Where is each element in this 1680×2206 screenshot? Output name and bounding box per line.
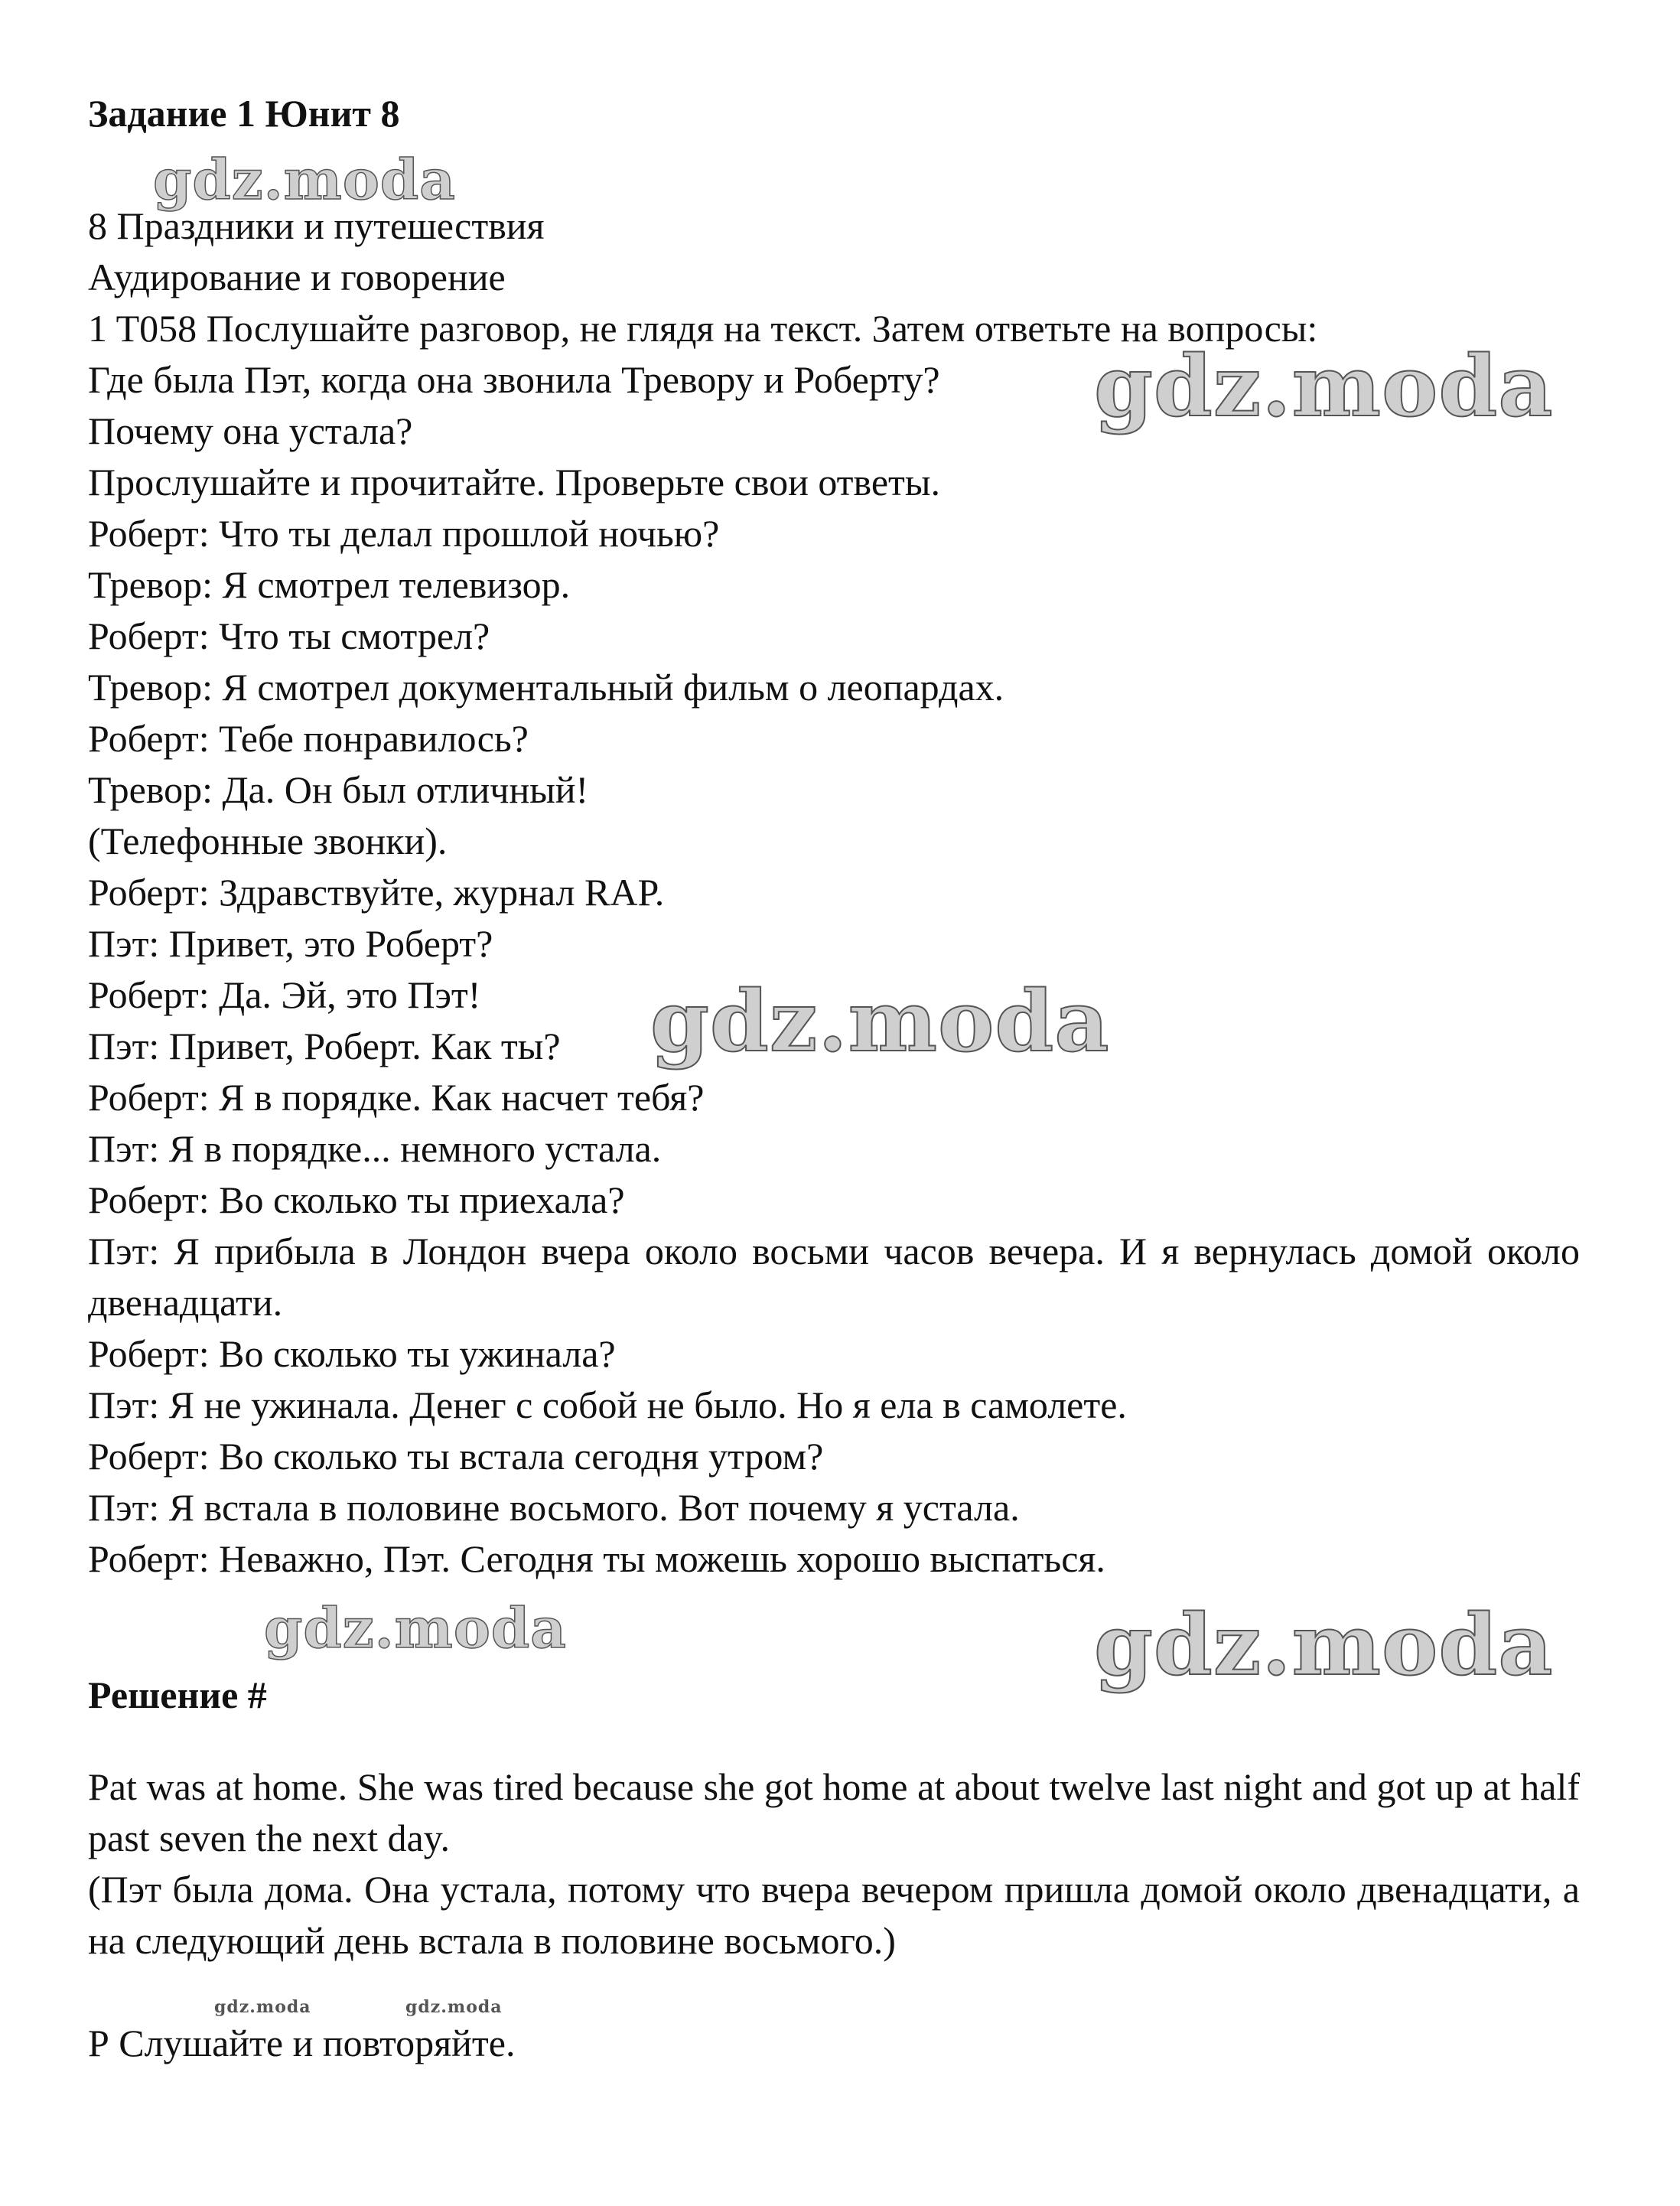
dialogue-line: Пэт: Привет, это Роберт? bbox=[88, 922, 493, 965]
dialogue-line: (Телефонные звонки). bbox=[88, 820, 448, 862]
dialogue-line: Роберт: Во сколько ты приехала? bbox=[88, 1178, 625, 1221]
dialogue-line: Пэт: Привет, Роберт. Как ты? bbox=[88, 1025, 561, 1067]
watermark-logo: gdz.moda bbox=[405, 1997, 503, 2017]
watermark-logo: gdz.moda bbox=[264, 1595, 567, 1660]
answer-russian: (Пэт была дома. Она устала, потому что вчера вечером пришла домой около двенадцати, а на следующий день встала в половине восьмого.) bbox=[88, 1868, 1580, 1962]
dialogue-line: Пэт: Я не ужинала. Денег с собой не было. Но я ела в самолете. bbox=[88, 1383, 1127, 1426]
task-line: Прослушайте и прочитайте. Проверьте свои ответы. bbox=[88, 461, 940, 503]
task-line: Аудирование и говорение bbox=[88, 256, 506, 298]
task-line: Почему она устала? bbox=[88, 409, 413, 452]
dialogue-line: Роберт: Здравствуйте, журнал RAP. bbox=[88, 871, 665, 914]
watermark-logo: gdz.moda bbox=[1094, 1595, 1554, 1694]
task-heading: Задание 1 Юнит 8 bbox=[88, 92, 400, 135]
dialogue-line: Пэт: Я встала в половине восьмого. Вот почему я устала. bbox=[88, 1486, 1020, 1529]
answer-text bbox=[88, 1761, 1580, 1967]
task-line: 1 T058 Послушайте разговор, не глядя на текст. Затем ответьте на вопросы: bbox=[88, 307, 1318, 350]
dialogue-line: Роберт: Во сколько ты ужинала? bbox=[88, 1332, 616, 1375]
dialogue-line: Роберт: Да. Эй, это Пэт! bbox=[88, 973, 481, 1016]
dialogue-line: Тревор: Да. Он был отличный! bbox=[88, 768, 589, 811]
dialogue-line: Роберт: Что ты смотрел? bbox=[88, 614, 490, 657]
dialogue-line: Пэт: Я прибыла в Лондон вчера около восьми часов вечера. И я вернулась домой около двенадцати. bbox=[88, 1230, 1580, 1324]
solution-heading: Решение # bbox=[88, 1673, 267, 1716]
next-task-line: Р Слушайте и повторяйте. bbox=[88, 2022, 516, 2064]
answer-english: Pat was at home. She was tired because she got home at about twelve last night and got up at half past seven the next day. bbox=[88, 1765, 1580, 1859]
dialogue-line: Пэт: Я в порядке... немного устала. bbox=[88, 1127, 662, 1170]
dialogue-line: Тревор: Я смотрел телевизор. bbox=[88, 563, 571, 606]
dialogue-line: Роберт: Тебе понравилось? bbox=[88, 717, 529, 760]
watermark-logo: gdz.moda bbox=[153, 147, 456, 212]
task-line: 8 Праздники и путешествия bbox=[88, 204, 545, 247]
dialogue-line: Роберт: Что ты делал прошлой ночью? bbox=[88, 512, 720, 555]
dialogue-line: Роберт: Неважно, Пэт. Сегодня ты можешь хорошо выспаться. bbox=[88, 1537, 1105, 1580]
watermark-logo: gdz.moda bbox=[214, 1997, 311, 2017]
dialogue-line: Роберт: Во сколько ты встала сегодня утром? bbox=[88, 1435, 824, 1478]
dialogue-line: Тревор: Я смотрел документальный фильм о леопардах. bbox=[88, 666, 1004, 709]
watermark-logo: gdz.moda bbox=[1094, 337, 1554, 435]
dialogue-line: Роберт: Я в порядке. Как насчет тебя? bbox=[88, 1076, 705, 1119]
task-line: Где была Пэт, когда она звонила Тревору и Роберту? bbox=[88, 358, 940, 401]
watermark-logo: gdz.moda bbox=[650, 972, 1110, 1070]
